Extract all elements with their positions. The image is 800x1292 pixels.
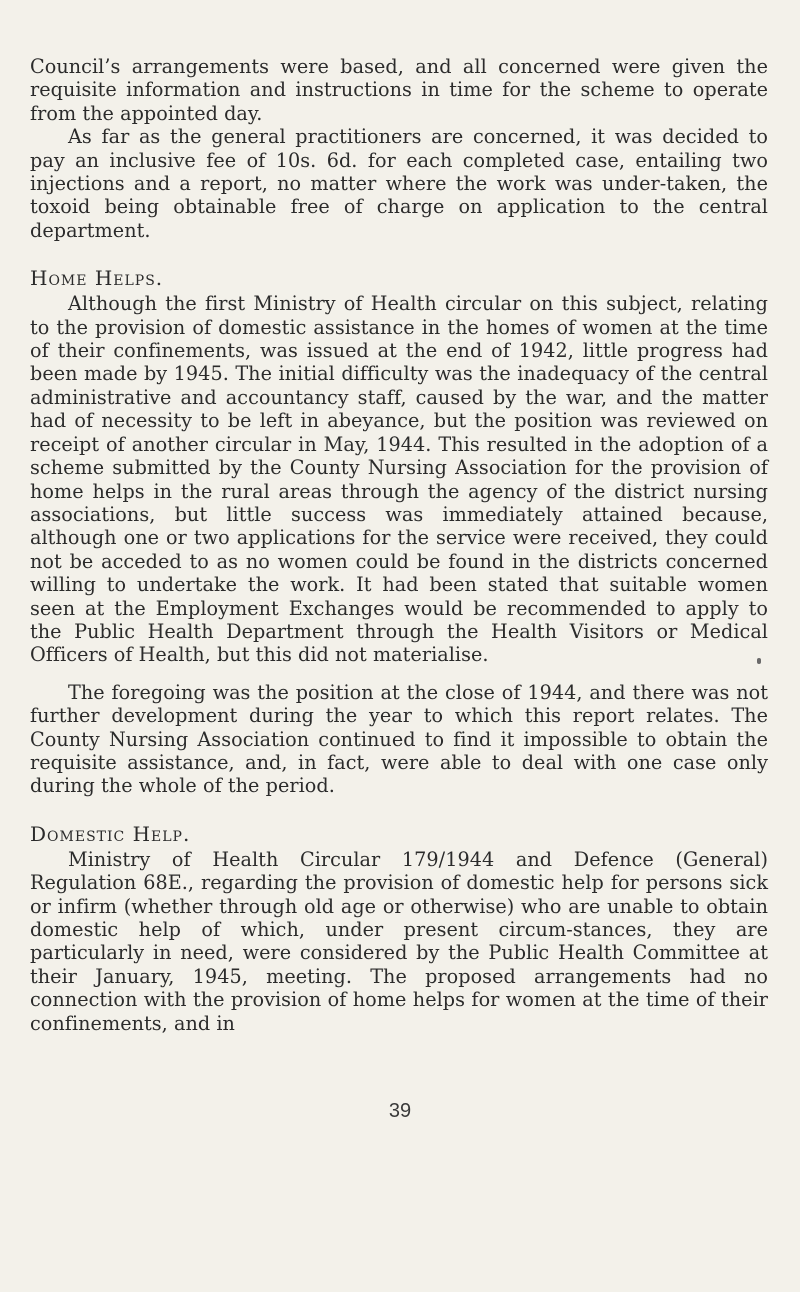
home-helps-paragraph-2: The foregoing was the position at the close of 1944, and there was not further development during the year to which this report relates. The County Nursing Association continued to find it impossible to obtain the requisite assistance, and, in fact, were able to deal with one case only during the whole of the period. <box>30 680 768 798</box>
home-helps-section <box>30 266 768 798</box>
home-helps-paragraph-1: Although the first Ministry of Health circular on this subject, relating to the provision of domestic assistance in the homes of women at the time of their confinements, was issued at the end of 1942, little progress had been made by 1945. The initial difficulty was the inadequacy of the central administrative and accountancy staff, caused by the war, and the matter had of necessity to be left in abeyance, but the position was reviewed on receipt of another circular in May, 1944. This resulted in the adoption of a scheme submitted by the County Nursing Association for the provision of home helps in the rural areas through the agency of the district nursing associations, but little success was immediately attained because, although one or two applications for the service were received, they could not be acceded to as no women could be found in the districts concerned willing to undertake the work. It had been stated that suitable women seen at the Employment Exchanges would be recommended to apply to the Public Health Department through the Health Visitors or Medical Officers of Health, but this did not materialise. <box>30 292 768 667</box>
page-number: 39 <box>388 1100 412 1122</box>
home-helps-heading: Home Helps. <box>30 266 164 291</box>
intro-paragraph-2: As far as the general practitioners are concerned, it was decided to pay an inclusive fee of 10s. 6d. for each completed case, entailing two injections and a report, no matter where the work was under-taken, the toxoid being obtainable free of charge on application to the central department. <box>30 125 768 242</box>
domestic-help-paragraph-1: Ministry of Health Circular 179/1944 and Defence (General) Regulation 68E., regarding the provision of domestic help for persons sick or infirm (whether through old age or otherwise) who are unable to obtain domestic help of which, under present circum-stances, they are particularly in need, were considered by the Public Health Committee at their January, 1945, meeting. The proposed arrangements had no connection with the provision of home helps for women at the time of their confinements, and in <box>30 847 768 1035</box>
print-speck <box>757 658 761 664</box>
domestic-help-section <box>30 822 768 1035</box>
page-body <box>30 55 768 1035</box>
domestic-help-heading: Domestic Help. <box>30 821 191 846</box>
intro-paragraph-1: Council’s arrangements were based, and all concerned were given the requisite information and instructions in time for the scheme to operate from the appointed day. <box>30 55 768 125</box>
